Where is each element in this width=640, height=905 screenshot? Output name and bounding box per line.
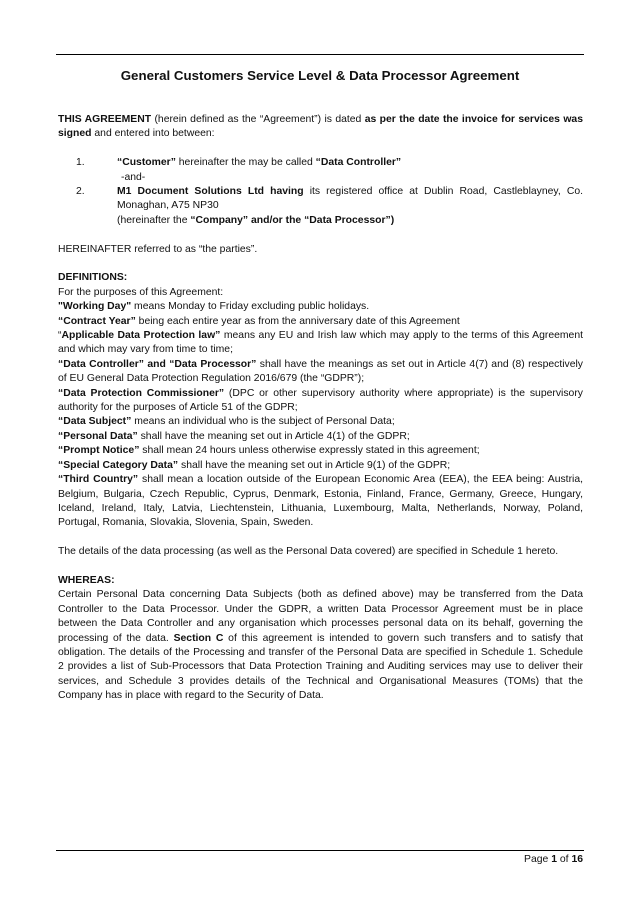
definitions-heading (58, 271, 583, 285)
footer-rule (56, 850, 584, 851)
definition-item (58, 459, 583, 473)
definition-term: Applicable Data Protection law” (61, 330, 221, 342)
definition-term: “Prompt Notice” (58, 445, 140, 457)
party-1-text: hereinafter the may be called (175, 157, 316, 169)
definition-item (58, 358, 583, 387)
definition-item (58, 300, 583, 314)
page-word: Page (524, 854, 552, 865)
party-2-name: M1 Document Solutions Ltd having (117, 186, 304, 198)
definition-term: “Data Subject” (58, 416, 132, 428)
intro-text: (herein defined as the “Agreement”) is dated (151, 114, 365, 125)
definition-item (58, 444, 583, 458)
definition-text: shall have the meaning set out in Article 9(1) of the GDPR; (178, 459, 451, 471)
party-1-name: “Customer” (117, 157, 176, 169)
document-body (58, 113, 583, 704)
party-1-role: “Data Controller” (315, 157, 402, 169)
of-word: of (556, 854, 572, 865)
definition-item (58, 387, 583, 416)
whereas-paragraph (58, 588, 583, 703)
definition-quote: “ (58, 330, 62, 342)
definition-item (58, 430, 583, 444)
current-page: 1 (551, 854, 557, 865)
party-2-role-prefix: (hereinafter the (117, 214, 191, 226)
definition-term: “Contract Year” (58, 315, 136, 327)
definitions-intro: For the purposes of this Agreement: (58, 286, 224, 298)
party-2-number: 2. (76, 186, 85, 198)
definition-term: "Working Day" (58, 301, 132, 313)
definition-text: shall have the meanings as set out in Article 4(7) and (8) respectively of EU General Data Protection Regulation 2016/679 (the “GDPR”); (58, 358, 583, 385)
definition-text: shall have the meaning set out in Article 4(1) of the GDPR; (137, 430, 410, 442)
definition-term: “Personal Data” (58, 430, 138, 442)
whereas-text-a: Certain Personal Data concerning Data Subjects (both as defined above) may be transferred from the Data Controller to the Data Processor. Under the GDPR, a written Data Processor Agreement must be in place between the Data Controller and any organisation which processes personal data on its behalf, governing the processing of the data. (58, 589, 583, 644)
section-c-reference: Section C (173, 632, 224, 644)
and-separator: -and- (121, 171, 146, 183)
definition-text: means any EU and Irish law which may apply to the terms of this Agreement and which may vary from time to time; (58, 330, 583, 356)
definition-item (58, 315, 583, 329)
details-paragraph: The details of the data processing (as well as the Personal Data covered) are specified in Schedule 1 hereto. (58, 546, 559, 558)
intro-paragraph (58, 113, 583, 142)
definition-text: means Monday to Friday excluding public holidays. (131, 301, 370, 313)
definition-item (58, 415, 583, 429)
definition-term: “Special Category Data” (58, 459, 179, 471)
definition-text: (DPC or other supervisory authority where appropriate) is the supervisory authority for the purposes of Article 51 of the GDPR; (58, 387, 583, 414)
page-number (524, 853, 583, 867)
intro-tail: and entered into between: (91, 128, 215, 140)
definition-text: shall mean 24 hours unless otherwise expressly stated in this agreement; (139, 445, 480, 457)
definition-item (58, 473, 583, 531)
total-pages: 16 (571, 854, 583, 865)
definition-text: means an individual who is the subject of Personal Data; (131, 416, 395, 428)
party-2-address: its registered office at Dublin Road, Castleblayney, Co. Monaghan, A75 NP30 (117, 186, 583, 212)
intro-lead: THIS AGREEMENT (58, 114, 152, 125)
whereas-heading-text: WHEREAS: (58, 574, 115, 586)
definition-text: being each entire year as from the anniversary date of this Agreement (135, 315, 460, 327)
definition-text: shall mean a location outside of the European Economic Area (EEA), the EEA being: Austria, Belgium, Bulgaria, Czech Republic, Cyprus, Denmark, Estonia, Finland, France, Germany, Greece, Hungary, Iceland, Ireland, Italy, Latvia, Liechtenstein, Lithuania, Luxembourg, Malta, Netherlands, Norway, Poland, Portugal, Romania, Slovakia, Slovenia, Spain, Sweden. (58, 474, 583, 529)
party-2-role (58, 214, 583, 228)
party-1-number: 1. (76, 157, 85, 169)
header-rule (56, 54, 584, 55)
hereinafter-paragraph: HEREINAFTER referred to as “the parties”. (58, 243, 258, 255)
definition-item (58, 329, 583, 358)
definition-term: “Data Protection Commissioner” (58, 387, 225, 399)
definition-term: “Data Controller” and “Data Processor” (58, 358, 257, 370)
definitions-heading-text: DEFINITIONS: (58, 272, 128, 284)
document-title: General Customers Service Level & Data Processor Agreement (120, 68, 520, 83)
party-2-role-bold: “Company” and/or the “Data Processor”) (190, 214, 395, 226)
intro-date: as per the date the invoice for services was signed (58, 114, 583, 140)
whereas-heading (58, 574, 583, 588)
party-1 (58, 156, 583, 170)
party-2 (58, 185, 583, 214)
definition-term: “Third Country” (58, 474, 139, 486)
whereas-text-b: of this agreement is intended to govern such transfers and to satisfy that obligation. The details of the Processing and transfer of the Personal Data are specified in Schedule 1. Schedule 2 provides a list of Sub-Processors that Data Protection Training and Auditing services may use to deliver their services, and Schedule 3 provides details of the Technical and Organisational Measures (TOMs) that the Company has in place with regard to the Security of Data. (58, 632, 583, 702)
